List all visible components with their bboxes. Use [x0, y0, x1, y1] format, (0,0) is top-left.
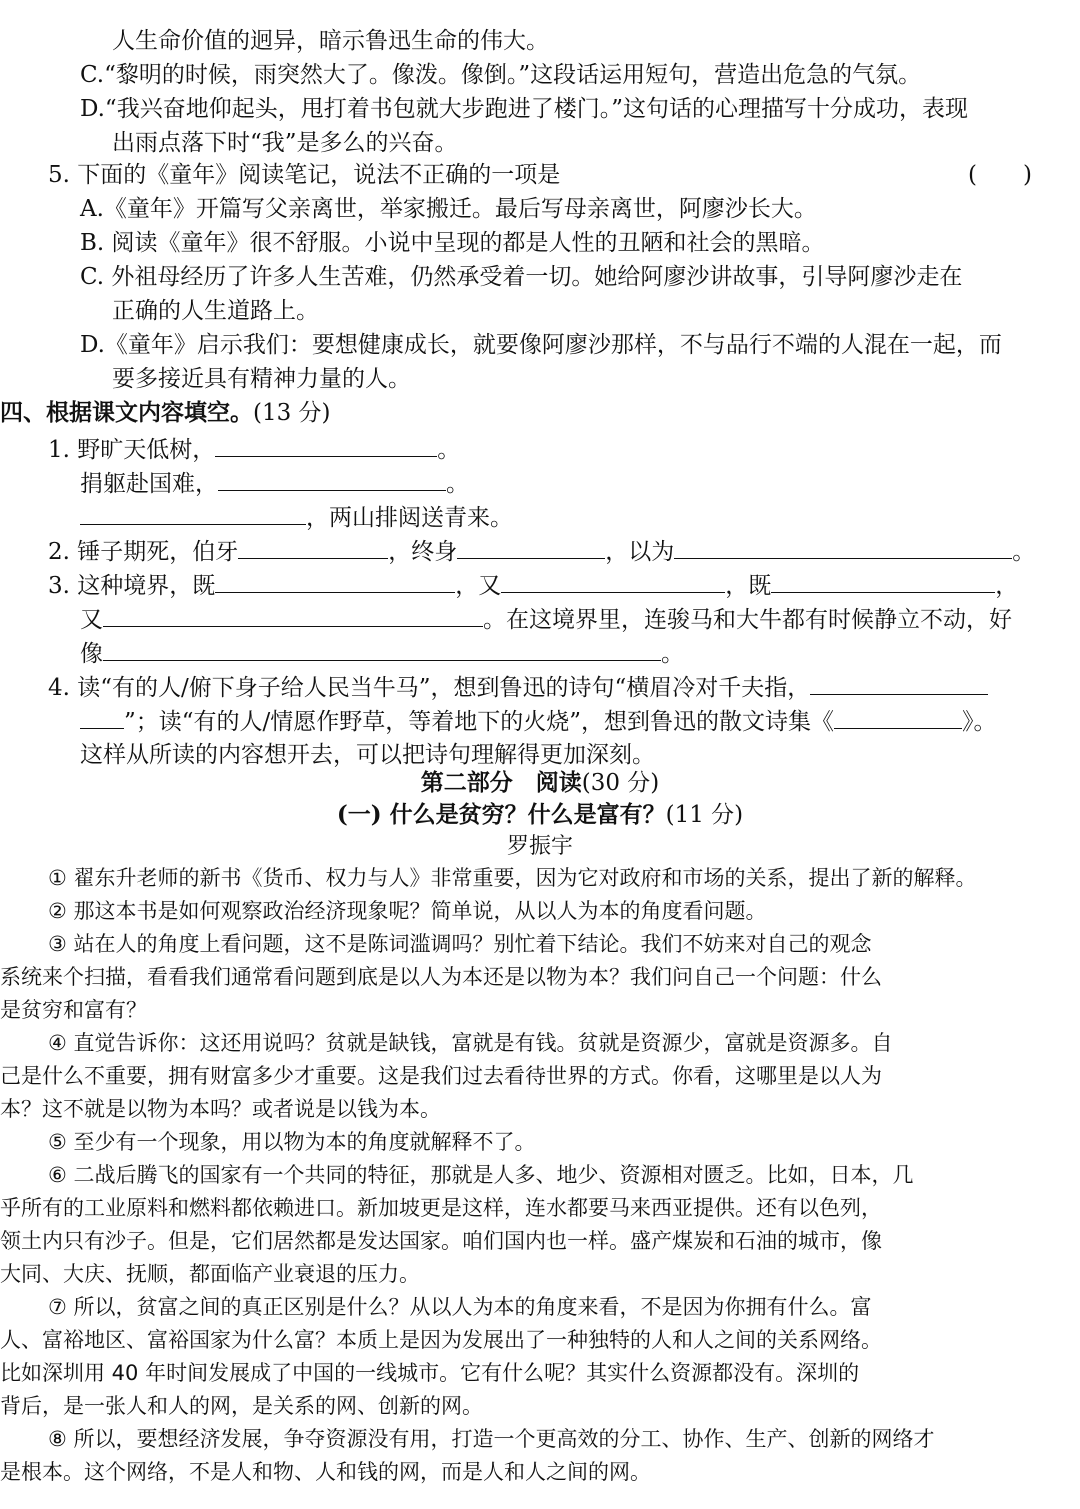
- fill-blank[interactable]: [457, 536, 605, 559]
- q4-option-b-continuation: 人生命价值的迥异，暗示鲁迅生命的伟大。: [112, 28, 549, 54]
- q4-option-d-line2: 出雨点落下时“我”是多么的兴奋。: [112, 130, 458, 156]
- fill-blank[interactable]: [218, 468, 446, 491]
- fill-blank[interactable]: [501, 570, 725, 593]
- fill-blank[interactable]: [674, 536, 1012, 559]
- fill-q3-text: 3. 这种境界，既: [48, 573, 216, 599]
- fill-q1-line1: [48, 434, 460, 464]
- fill-q1-line3-text: ，两山排闼送青来。: [306, 505, 513, 531]
- article-line: 人、富裕地区、富裕国家为什么富？本质上是因为发展出了一种独特的人和人之间的关系网络。: [0, 1328, 882, 1352]
- article-line: 系统来个扫描，看看我们通常看问题到底是以人为本还是以物为本？我们问自己一个问题：什么: [0, 965, 882, 989]
- fill-q2-end: 。: [1012, 539, 1036, 565]
- fill-q3-line2: [80, 604, 1012, 634]
- fill-q3-end: ，: [995, 573, 1019, 599]
- q5-option-c-line2: 正确的人生道路上。: [112, 298, 319, 324]
- fill-q2-text: ，以为: [605, 539, 675, 565]
- article-line: ⑤ 至少有一个现象，用以物为本的角度就解释不了。: [48, 1130, 536, 1154]
- fill-q3-text: 又: [80, 607, 103, 633]
- article-line: 本？这不就是以物为本吗？或者说是以钱为本。: [0, 1097, 441, 1121]
- article-line: 乎所有的工业原料和燃料都依赖进口。新加坡更是这样，连水都要马来西亚提供。还有以色列，: [0, 1196, 882, 1220]
- section4-heading: [0, 398, 331, 428]
- fill-q3-text: 像: [80, 641, 103, 667]
- article-line: ⑧ 所以，要想经济发展，争夺资源没有用，打造一个更高效的分工、协作、生产、创新的网络才: [48, 1427, 935, 1451]
- fill-blank[interactable]: [215, 570, 455, 593]
- q4-option-c: C.“黎明的时候，雨突然大了。像泼。像倒。”这段话运用短句，营造出危急的气氛。: [80, 62, 922, 88]
- q5-option-d-line1: D.《童年》启示我们：要想健康成长，就要像阿廖沙那样，不与品行不端的人混在一起，而: [80, 332, 1002, 358]
- article-line: ② 那这本书是如何观察政治经济现象呢？简单说，从以人为本的角度看问题。: [48, 899, 767, 923]
- article-line: 大同、大庆、抚顺，都面临产业衰退的压力。: [0, 1262, 420, 1286]
- q4-option-d-line1: D.“我兴奋地仰起头，甩打着书包就大步跑进了楼门。”这句话的心理描写十分成功，表现: [80, 96, 968, 122]
- q5-option-a: A.《童年》开篇写父亲离世，举家搬迁。最后写母亲离世，阿廖沙长大。: [80, 196, 817, 222]
- fill-q4-line3: 这样从所读的内容想开去，可以把诗句理解得更加深刻。: [80, 742, 655, 768]
- fill-blank[interactable]: [80, 502, 306, 525]
- fill-q4-line2: [80, 706, 997, 736]
- q5-stem: 5. 下面的《童年》阅读笔记，说法不正确的一项是: [48, 162, 561, 188]
- part2-heading: [0, 768, 1080, 798]
- article-line: 比如深圳用 40 年时间发展成了中国的一线城市。它有什么呢？其实什么资源都没有。深圳的: [0, 1361, 860, 1385]
- fill-blank[interactable]: [238, 536, 388, 559]
- fill-blank[interactable]: [103, 638, 661, 661]
- part2-title: 第二部分 阅读: [420, 769, 582, 796]
- fill-blank[interactable]: [834, 706, 962, 729]
- article-title: (一) 什么是贫穷？什么是富有？: [336, 801, 666, 828]
- fill-blank[interactable]: [771, 570, 995, 593]
- q5-option-d-line2: 要多接近具有精神力量的人。: [112, 366, 411, 392]
- fill-q1-line1-text: 1. 野旷天低树，: [48, 437, 216, 463]
- fill-q3-line1: [48, 570, 1018, 600]
- section4-score: (13 分): [253, 400, 331, 426]
- fill-q2-text: 2. 锤子期死，伯牙: [48, 539, 239, 565]
- fill-q1-line3: [80, 502, 513, 532]
- article-line: ① 翟东升老师的新书《货币、权力与人》非常重要，因为它对政府和市场的关系，提出了新的解释。: [48, 866, 977, 890]
- fill-q4-end: 》。: [962, 709, 997, 735]
- fill-q4-text: ”；读“有的人/情愿作野草，等着地下的火烧”，想到鲁迅的散文诗集《: [124, 709, 835, 735]
- article-line: 背后，是一张人和人的网，是关系的网、创新的网。: [0, 1394, 483, 1418]
- fill-q3-line3: [80, 638, 684, 668]
- article-line: ④ 直觉告诉你：这还用说吗？贫就是缺钱，富就是有钱。贫就是资源少，富就是资源多。自: [48, 1031, 893, 1055]
- article-line: ⑥ 二战后腾飞的国家有一个共同的特征，那就是人多、地少、资源相对匮乏。比如，日本，几: [48, 1163, 914, 1187]
- fill-q3-text: ，既: [725, 573, 772, 599]
- fill-blank[interactable]: [810, 672, 988, 695]
- fill-blank[interactable]: [215, 434, 437, 457]
- fill-q1-line2-end: 。: [446, 471, 469, 497]
- article-line: ⑦ 所以，贫富之间的真正区别是什么？从以人为本的角度来看，不是因为你拥有什么。富: [48, 1295, 872, 1319]
- section4-title: 四、根据课文内容填空。: [0, 399, 253, 426]
- q5-option-b: B. 阅读《童年》很不舒服。小说中呈现的都是人性的丑陋和社会的黑暗。: [80, 230, 825, 256]
- article-title-line: [0, 800, 1080, 830]
- article-line: 己是什么不重要，拥有财富多少才重要。这是我们过去看待世界的方式。你看，这哪里是以人为: [0, 1064, 882, 1088]
- article-line: ③ 站在人的角度上看问题，这不是陈词滥调吗？别忙着下结论。我们不妨来对自己的观念: [48, 932, 872, 956]
- article-line: 领土内只有沙子。但是，它们居然都是发达国家。咱们国内也一样。盛产煤炭和石油的城市，像: [0, 1229, 882, 1253]
- article-line: 是贫穷和富有？: [0, 998, 147, 1022]
- fill-blank[interactable]: [80, 706, 124, 729]
- fill-q3-text: 。在这境界里，连骏马和大牛都有时候静立不动，好: [483, 607, 1012, 633]
- article-score: (11 分): [665, 802, 744, 828]
- fill-q2-text: ，终身: [388, 539, 458, 565]
- fill-q4-line1: [48, 672, 988, 702]
- article-author: 罗振宇: [506, 834, 573, 859]
- part2-score: (30 分): [581, 770, 660, 796]
- fill-q1-line2-text: 捐躯赴国难，: [80, 471, 218, 497]
- fill-q1-line1-end: 。: [437, 437, 461, 463]
- fill-blank[interactable]: [103, 604, 483, 627]
- q5-option-c-line1: C. 外祖母经历了许多人生苦难，仍然承受着一切。她给阿廖沙讲故事，引导阿廖沙走在: [80, 264, 963, 290]
- article-line: 是根本。这个网络，不是人和物、人和钱的网，而是人和人之间的网。: [0, 1460, 651, 1484]
- fill-q2: [48, 536, 1035, 566]
- q5-answer-paren: ( ): [968, 162, 1032, 188]
- fill-q3-end: 。: [661, 641, 684, 667]
- fill-q1-line2: [80, 468, 469, 498]
- fill-q3-text: ，又: [455, 573, 502, 599]
- fill-q4-text: 4. 读“有的人/俯下身子给人民当牛马”，想到鲁迅的诗句“横眉冷对千夫指，: [48, 675, 811, 701]
